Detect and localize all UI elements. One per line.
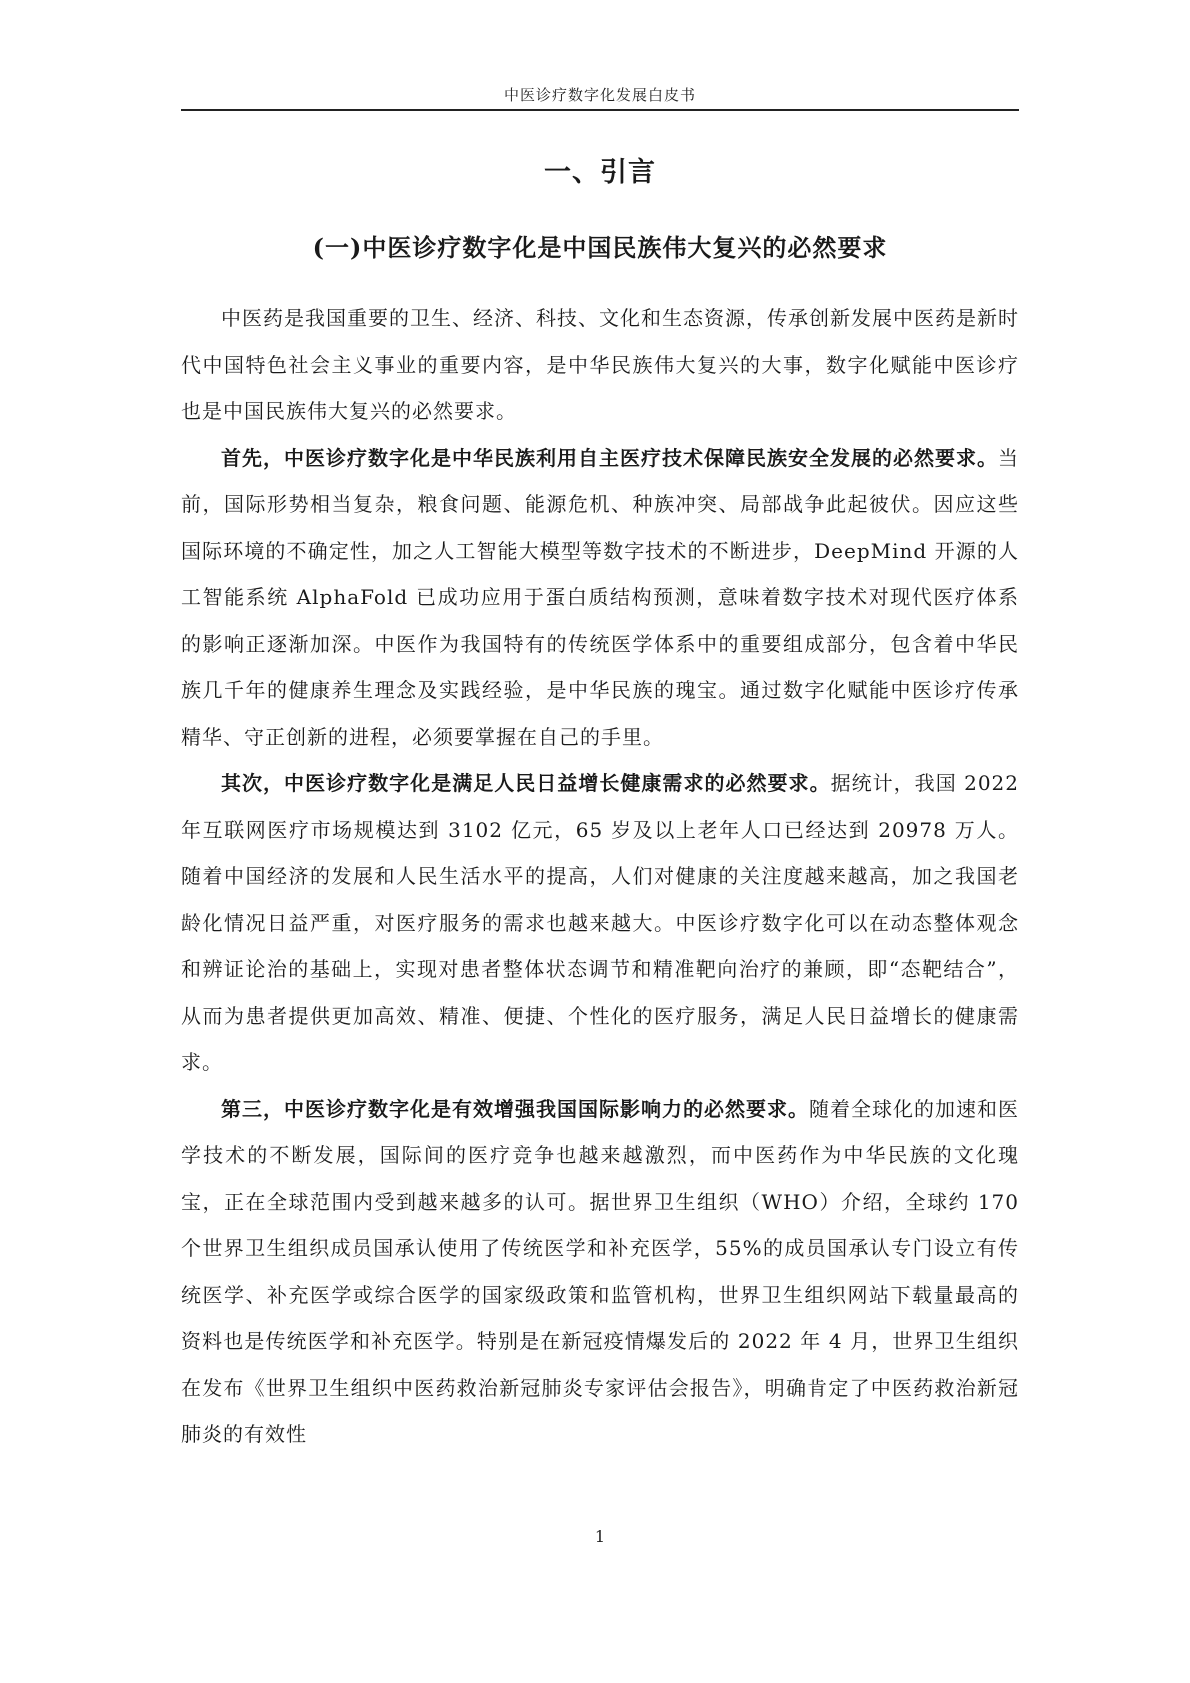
paragraph-text: 中医药是我国重要的卫生、经济、科技、文化和生态资源，传承创新发展中医药是新时代中国特色社会主义事业的重要内容，是中华民族伟大复兴的大事，数字化赋能中医诊疗也是中国民族伟大复兴的必然要求。 [181,306,1019,423]
running-header: 中医诊疗数字化发展白皮书 [503,86,696,104]
paragraph-lead: 第三，中医诊疗数字化是有效增强我国国际影响力的必然要求。 [221,1096,809,1121]
page-number: 1 [594,1527,606,1546]
paragraph-text: 随着全球化的加速和医学技术的不断发展，国际间的医疗竞争也越来越激烈，而中医药作为中华民族的文化瑰宝，正在全球范围内受到越来越多的认可。据世界卫生组织（WHO）介绍，全球约 170 个世界卫生组织成员国承认使用了传统医学和补充医学，55%的成员国承认专门设立有传统医学、补充医学或综合医学的国家级政策和监管机构，世界卫生组织网站下载量最高的资料也是传统医学和补充医学。特别是在新冠疫情爆发后的 2022 年 4 月，世界卫生组织在发布《世界卫生组织中医药救治新冠肺炎专家评估会报告》，明确肯定了中医药救治新冠肺炎的有效性 [181,1096,1019,1446]
paragraph-third [181,1086,1019,1458]
paragraph-intro [181,295,1019,435]
paragraph-lead: 其次，中医诊疗数字化是满足人民日益增长健康需求的必然要求。 [221,771,831,795]
paragraph-lead: 首先，中医诊疗数字化是中华民族利用自主医疗技术保障民族安全发展的必然要求。 [221,445,998,470]
paragraph-text: 当前，国际形势相当复杂，粮食问题、能源危机、种族冲突、局部战争此起彼伏。因应这些国际环境的不确定性，加之人工智能大模型等数字技术的不断进步，DeepMind 开源的人工智能系统 AlphaFold 已成功应用于蛋白质结构预测，意味着数字技术对现代医疗体系的影响正逐渐加深。中医作为我国特有的传统医学体系中的重要组成部分，包含着中华民族几千年的健康养生理念及实践经验，是中华民族的瑰宝。通过数字化赋能中医诊疗传承精华、守正创新的进程，必须要掌握在自己的手里。 [181,445,1019,749]
header-rule [181,109,1019,111]
paragraph-second [181,760,1019,1086]
paragraph-text: 据统计，我国 2022 年互联网医疗市场规模达到 3102 亿元，65 岁及以上老年人口已经达到 20978 万人。随着中国经济的发展和人民生活水平的提高，人们对健康的关注度越来越高，加之我国老龄化情况日益严重，对医疗服务的需求也越来越大。中医诊疗数字化可以在动态整体观念和辨证论治的基础上，实现对患者整体状态调节和精准靶向治疗的兼顾，即“态靶结合”，从而为患者提供更加高效、精准、便捷、个性化的医疗服务，满足人民日益增长的健康需求。 [181,771,1019,1074]
paragraph-first [181,435,1019,761]
chapter-title: 一、引言 [544,157,656,188]
body-text [181,295,1019,1458]
section-title: (一)中医诊疗数字化是中国民族伟大复兴的必然要求 [312,233,888,262]
